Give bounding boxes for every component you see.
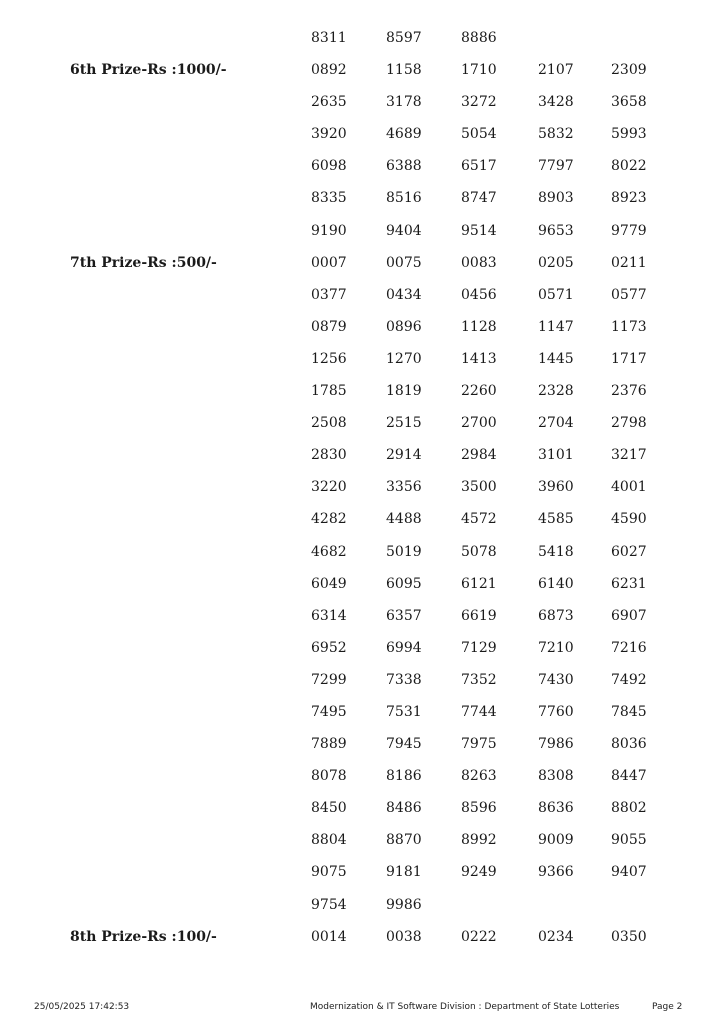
winning-number: 9754	[311, 896, 347, 913]
winning-number: 8186	[386, 768, 422, 785]
winning-number: 4585	[538, 511, 574, 528]
result-row	[0, 278, 724, 310]
result-row	[0, 759, 724, 791]
winning-number: 0038	[386, 928, 422, 945]
result-row	[0, 438, 724, 470]
result-row	[0, 21, 724, 53]
winning-number: 2914	[386, 447, 422, 464]
winning-number: 5019	[386, 543, 422, 560]
winning-number: 8078	[311, 768, 347, 785]
winning-number: 3217	[611, 447, 647, 464]
winning-number: 0434	[386, 286, 422, 303]
winning-number: 3220	[311, 479, 347, 496]
winning-number: 6619	[461, 607, 497, 624]
footer-organization: Modernization & IT Software Division : Department of State Lotteries	[310, 1002, 620, 1012]
footer-datetime: 25/05/2025 17:42:53	[34, 1002, 130, 1012]
winning-number: 5418	[538, 543, 574, 560]
winning-number: 0205	[538, 254, 574, 271]
winning-number: 0377	[311, 286, 347, 303]
result-row	[0, 85, 724, 117]
winning-number: 2798	[611, 415, 647, 432]
winning-number: 7430	[538, 671, 574, 688]
winning-number: 2508	[311, 415, 347, 432]
winning-number: 2328	[538, 383, 574, 400]
winning-number: 7531	[386, 703, 422, 720]
winning-number: 8903	[538, 190, 574, 207]
prize-label: 6th Prize-Rs :1000/-	[70, 62, 227, 79]
winning-number: 3356	[386, 479, 422, 496]
result-row	[0, 374, 724, 406]
winning-number: 4572	[461, 511, 497, 528]
winning-number: 8486	[386, 800, 422, 817]
winning-number: 6873	[538, 607, 574, 624]
winning-number: 7845	[611, 703, 647, 720]
winning-number: 9190	[311, 222, 347, 239]
winning-number: 7210	[538, 639, 574, 656]
winning-number: 1785	[311, 383, 347, 400]
winning-number: 9407	[611, 864, 647, 881]
result-row	[0, 181, 724, 213]
winning-number: 9181	[386, 864, 422, 881]
winning-number: 8992	[461, 832, 497, 849]
winning-number: 6095	[386, 575, 422, 592]
winning-number: 2704	[538, 415, 574, 432]
winning-number: 8802	[611, 800, 647, 817]
winning-number: 5993	[611, 126, 647, 143]
winning-number: 6140	[538, 575, 574, 592]
winning-number: 0892	[311, 62, 347, 79]
winning-number: 6098	[311, 158, 347, 175]
winning-number: 7492	[611, 671, 647, 688]
result-row	[0, 888, 724, 920]
winning-number: 7744	[461, 703, 497, 720]
winning-number: 9366	[538, 864, 574, 881]
result-row	[0, 149, 724, 181]
winning-number: 3428	[538, 94, 574, 111]
footer-page-number: Page 2	[652, 1002, 683, 1012]
winning-number: 3178	[386, 94, 422, 111]
result-row	[0, 567, 724, 599]
winning-number: 0456	[461, 286, 497, 303]
winning-number: 6027	[611, 543, 647, 560]
winning-number: 0222	[461, 928, 497, 945]
winning-number: 6049	[311, 575, 347, 592]
winning-number: 1413	[461, 350, 497, 367]
winning-number: 0014	[311, 928, 347, 945]
winning-number: 2984	[461, 447, 497, 464]
result-row	[0, 599, 724, 631]
result-row	[0, 53, 724, 85]
winning-number: 0896	[386, 318, 422, 335]
result-row	[0, 631, 724, 663]
winning-number: 6314	[311, 607, 347, 624]
winning-number: 0577	[611, 286, 647, 303]
winning-number: 0879	[311, 318, 347, 335]
winning-number: 6952	[311, 639, 347, 656]
result-row	[0, 214, 724, 246]
winning-number: 7797	[538, 158, 574, 175]
result-row	[0, 855, 724, 887]
winning-number: 3272	[461, 94, 497, 111]
winning-number: 2376	[611, 383, 647, 400]
result-row	[0, 470, 724, 502]
winning-number: 0007	[311, 254, 347, 271]
winning-number: 9779	[611, 222, 647, 239]
winning-number: 9075	[311, 864, 347, 881]
winning-number: 6357	[386, 607, 422, 624]
result-row	[0, 406, 724, 438]
winning-number: 8804	[311, 832, 347, 849]
winning-number: 1128	[461, 318, 497, 335]
winning-number: 1173	[611, 318, 647, 335]
result-row	[0, 502, 724, 534]
winning-number: 4282	[311, 511, 347, 528]
winning-number: 7299	[311, 671, 347, 688]
result-row	[0, 117, 724, 149]
winning-number: 7986	[538, 736, 574, 753]
winning-number: 9514	[461, 222, 497, 239]
winning-number: 7945	[386, 736, 422, 753]
result-row	[0, 727, 724, 759]
winning-number: 6388	[386, 158, 422, 175]
prize-label: 8th Prize-Rs :100/-	[70, 928, 217, 945]
winning-number: 8450	[311, 800, 347, 817]
winning-number: 9986	[386, 896, 422, 913]
winning-number: 1710	[461, 62, 497, 79]
winning-number: 8886	[461, 30, 497, 46]
winning-number: 3658	[611, 94, 647, 111]
result-row	[0, 920, 724, 952]
winning-number: 2260	[461, 383, 497, 400]
winning-number: 0350	[611, 928, 647, 945]
winning-number: 1819	[386, 383, 422, 400]
winning-number: 2515	[386, 415, 422, 432]
winning-number: 8335	[311, 190, 347, 207]
result-row	[0, 663, 724, 695]
winning-number: 0234	[538, 928, 574, 945]
page-footer	[0, 1000, 724, 1014]
result-row	[0, 535, 724, 567]
winning-number: 7760	[538, 703, 574, 720]
result-row	[0, 342, 724, 374]
winning-number: 9653	[538, 222, 574, 239]
winning-number: 8447	[611, 768, 647, 785]
winning-number: 0571	[538, 286, 574, 303]
winning-number: 6994	[386, 639, 422, 656]
result-row	[0, 310, 724, 342]
winning-number: 3101	[538, 447, 574, 464]
winning-number: 9009	[538, 832, 574, 849]
winning-number: 5832	[538, 126, 574, 143]
winning-number: 8923	[611, 190, 647, 207]
winning-number: 1717	[611, 350, 647, 367]
winning-number: 8036	[611, 736, 647, 753]
winning-number: 4682	[311, 543, 347, 560]
winning-number: 8022	[611, 158, 647, 175]
winning-number: 0211	[611, 254, 647, 271]
winning-number: 1158	[386, 62, 422, 79]
winning-number: 8747	[461, 190, 497, 207]
winning-number: 1270	[386, 350, 422, 367]
winning-number: 4488	[386, 511, 422, 528]
winning-number: 6121	[461, 575, 497, 592]
result-row	[0, 823, 724, 855]
winning-number: 2107	[538, 62, 574, 79]
winning-number: 2635	[311, 94, 347, 111]
result-row	[0, 695, 724, 727]
prize-results-table	[0, 21, 724, 952]
winning-number: 9249	[461, 864, 497, 881]
winning-number: 3500	[461, 479, 497, 496]
winning-number: 6907	[611, 607, 647, 624]
winning-number: 7889	[311, 736, 347, 753]
winning-number: 8311	[311, 30, 347, 46]
winning-number: 2700	[461, 415, 497, 432]
winning-number: 9404	[386, 222, 422, 239]
winning-number: 6517	[461, 158, 497, 175]
winning-number: 6231	[611, 575, 647, 592]
winning-number: 8870	[386, 832, 422, 849]
winning-number: 7495	[311, 703, 347, 720]
winning-number: 8263	[461, 768, 497, 785]
winning-number: 7975	[461, 736, 497, 753]
winning-number: 4590	[611, 511, 647, 528]
winning-number: 2309	[611, 62, 647, 79]
result-row	[0, 791, 724, 823]
winning-number: 2830	[311, 447, 347, 464]
result-row	[0, 246, 724, 278]
winning-number: 9055	[611, 832, 647, 849]
winning-number: 7338	[386, 671, 422, 688]
winning-number: 1256	[311, 350, 347, 367]
winning-number: 1445	[538, 350, 574, 367]
winning-number: 7216	[611, 639, 647, 656]
winning-number: 1147	[538, 318, 574, 335]
winning-number: 8596	[461, 800, 497, 817]
winning-number: 8597	[386, 30, 422, 46]
winning-number: 4001	[611, 479, 647, 496]
winning-number: 0075	[386, 254, 422, 271]
winning-number: 5054	[461, 126, 497, 143]
winning-number: 8516	[386, 190, 422, 207]
winning-number: 3920	[311, 126, 347, 143]
prize-label: 7th Prize-Rs :500/-	[70, 254, 217, 271]
winning-number: 4689	[386, 126, 422, 143]
winning-number: 0083	[461, 254, 497, 271]
winning-number: 7129	[461, 639, 497, 656]
winning-number: 8636	[538, 800, 574, 817]
winning-number: 3960	[538, 479, 574, 496]
winning-number: 8308	[538, 768, 574, 785]
winning-number: 5078	[461, 543, 497, 560]
winning-number: 7352	[461, 671, 497, 688]
